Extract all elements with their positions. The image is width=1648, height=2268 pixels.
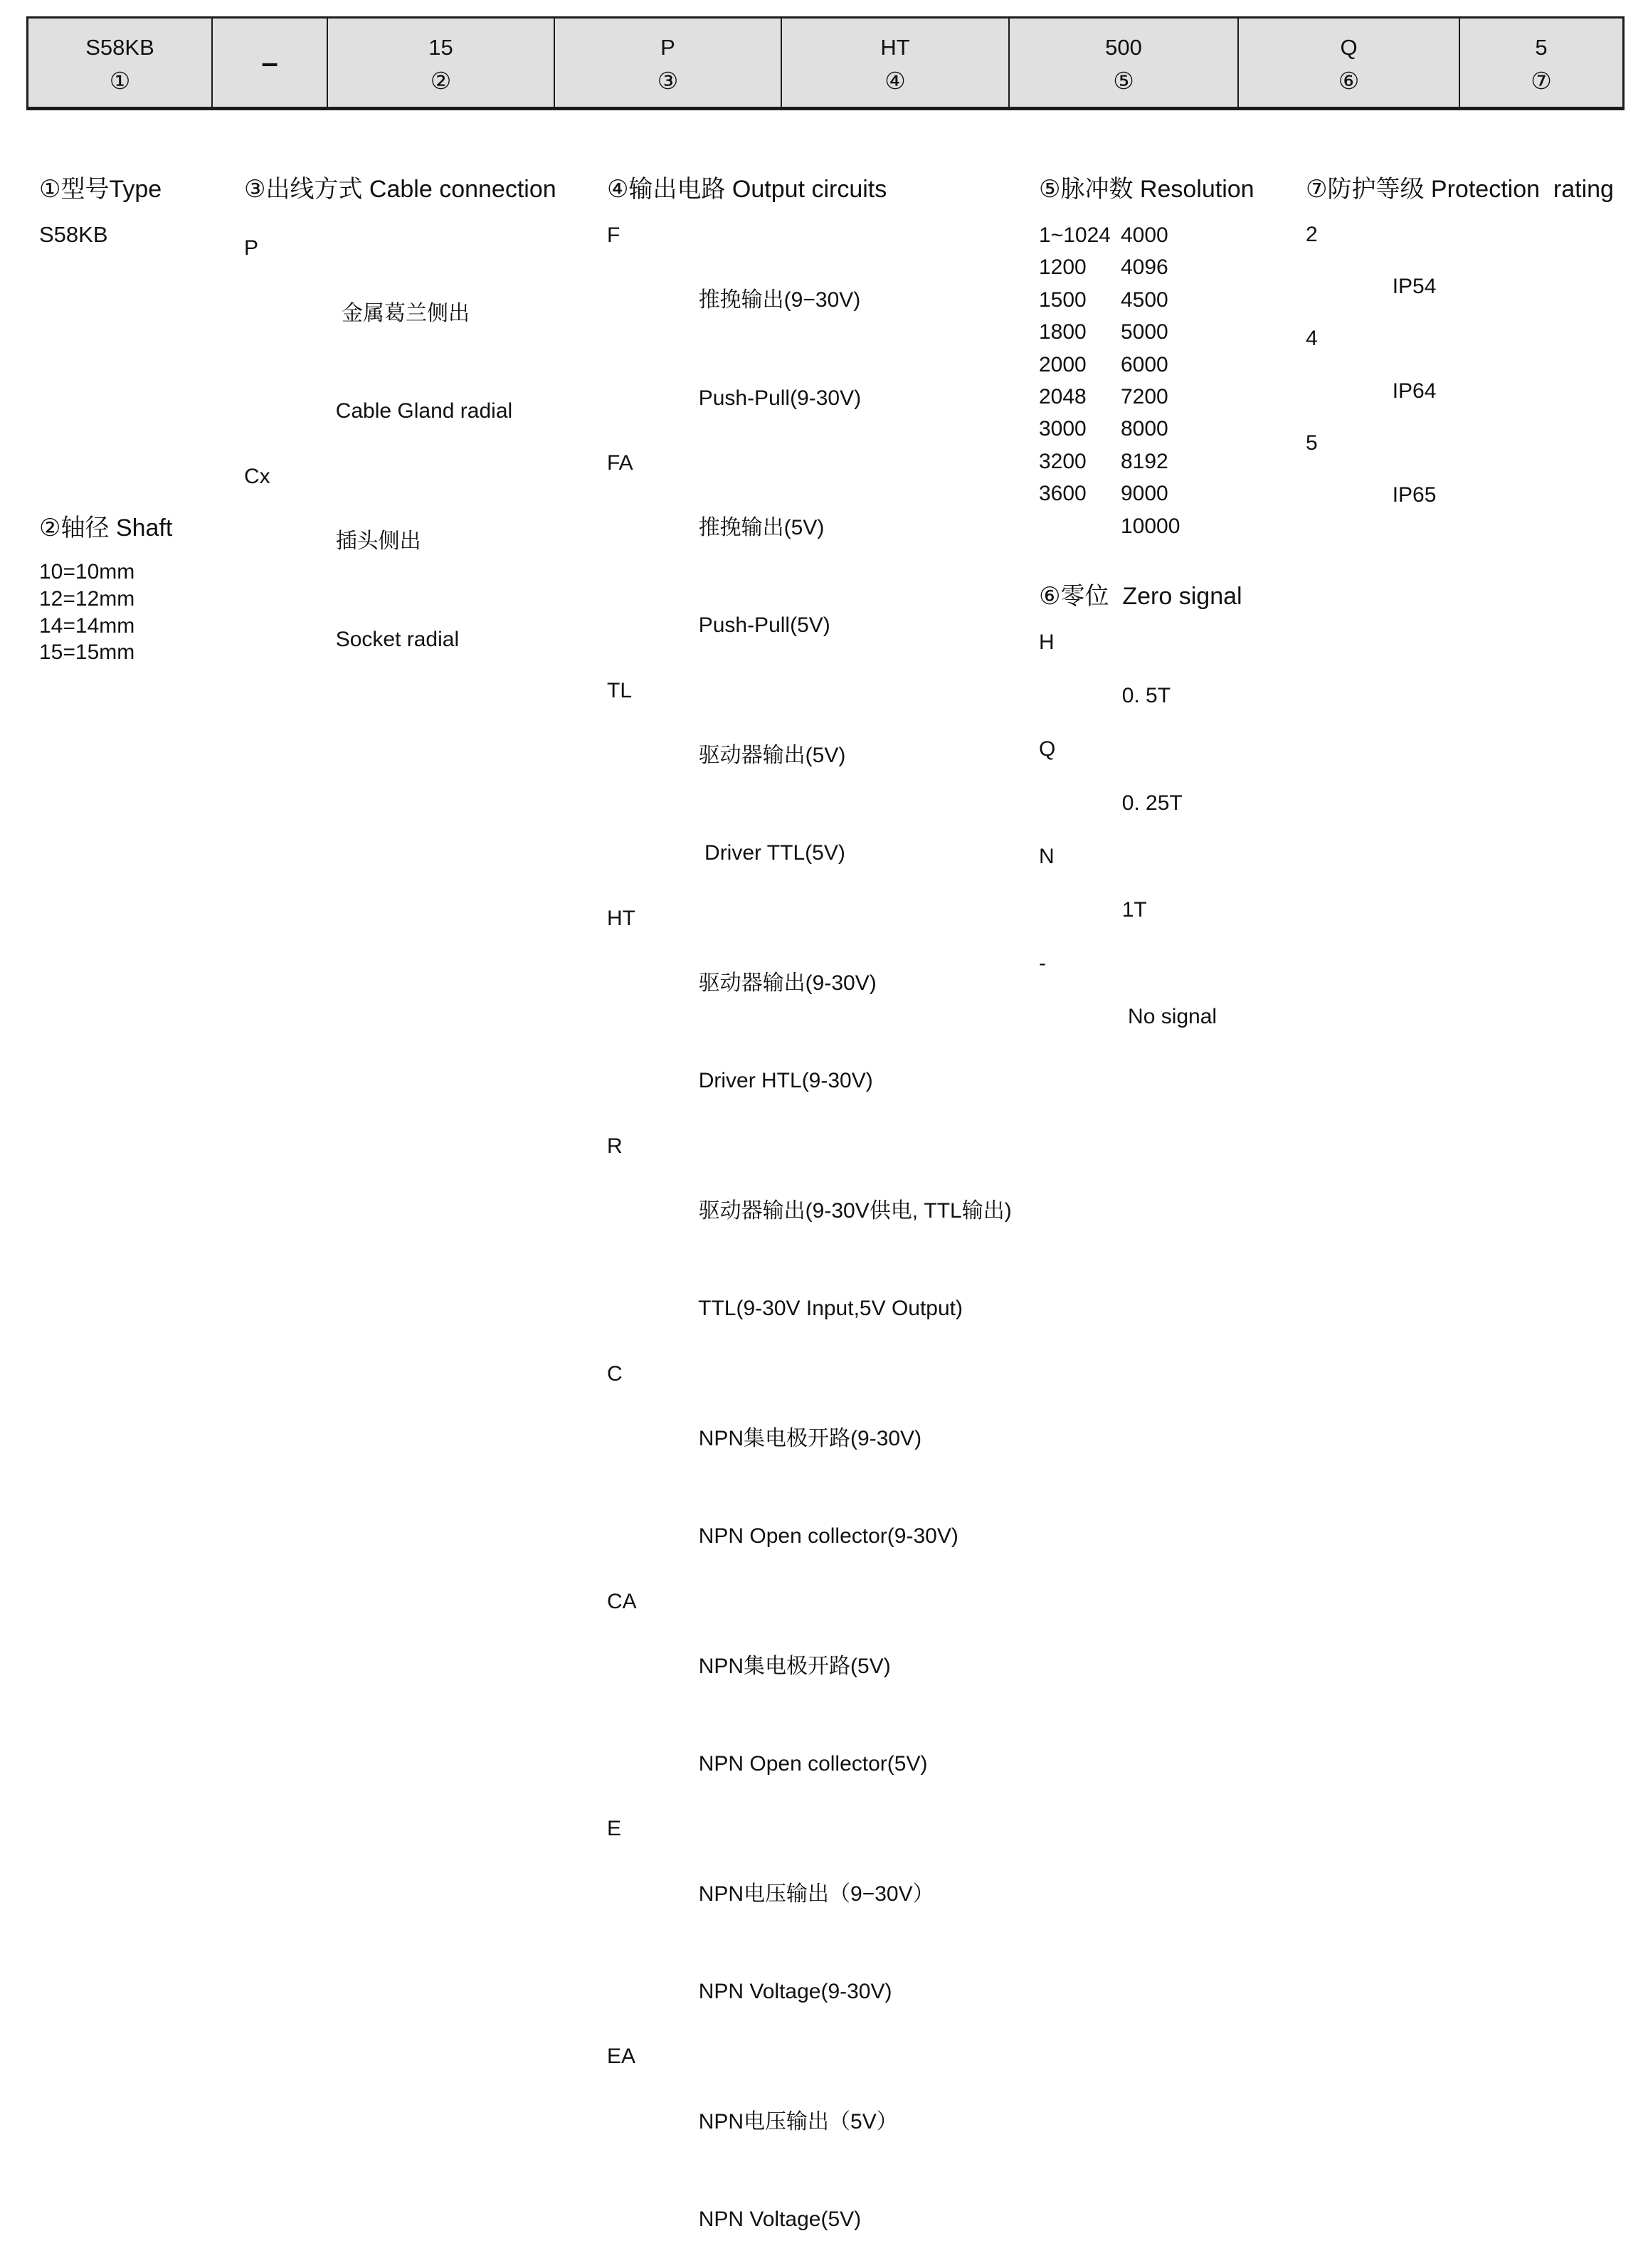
option-text-en: NPN Voltage(9-30V) xyxy=(698,1979,892,2003)
option-value: 0. 5T xyxy=(1121,684,1171,708)
section-output-circuits xyxy=(607,175,1012,2268)
resolution-value: 6000 xyxy=(1121,352,1168,376)
resolution-value: 2048 xyxy=(1039,385,1087,409)
table-row xyxy=(1039,445,1255,478)
option-text-cn: 驱动器输出(9-30V供电, TTL输出) xyxy=(698,1199,1012,1223)
code-row xyxy=(1039,629,1242,736)
code-row xyxy=(607,1715,1012,1813)
resolution-value: 9000 xyxy=(1121,482,1168,506)
code-cell-index: ④ xyxy=(884,68,906,94)
table-row xyxy=(1039,478,1255,510)
option-code: TL xyxy=(607,678,633,702)
code-row xyxy=(1039,843,1242,950)
table-row xyxy=(1039,349,1255,381)
option-code: E xyxy=(607,1817,622,1841)
code-cell-value: 5 xyxy=(1535,35,1548,60)
code-row xyxy=(1039,736,1242,843)
code-row xyxy=(244,232,556,362)
section-shaft xyxy=(39,514,172,666)
section-cable-title: ③出线方式 Cable connection xyxy=(244,176,556,203)
option-text-en: Driver HTL(9-30V) xyxy=(698,1069,873,1093)
dash-separator: – xyxy=(261,46,278,79)
option-text-cn: NPN集电极开路(5V) xyxy=(698,1654,891,1678)
code-row xyxy=(607,1033,1012,1130)
cable-rows xyxy=(244,232,556,688)
code-row xyxy=(607,2040,1012,2171)
resolution-value: 1500 xyxy=(1039,288,1087,312)
option-value: 1T xyxy=(1121,897,1147,922)
resolution-value: 3000 xyxy=(1039,417,1087,441)
resolution-value: 1800 xyxy=(1039,320,1087,344)
option-code: F xyxy=(607,223,620,247)
code-row xyxy=(607,219,1012,349)
code-cell-shaft xyxy=(328,19,555,107)
section-shaft-title: ②轴径 Shaft xyxy=(39,515,173,542)
option-code: H xyxy=(1039,631,1055,654)
option-text-en: NPN Voltage(5V) xyxy=(698,2207,862,2231)
section-protection-title: ⑦防护等级 Protection rating xyxy=(1306,176,1614,203)
option-text-en: NPN Open collector(5V) xyxy=(698,1752,928,1776)
option-text-en: NPN Open collector(9-30V) xyxy=(698,1524,958,1549)
resolution-value: 3200 xyxy=(1039,449,1087,473)
resolution-value xyxy=(1039,510,1121,542)
code-row xyxy=(607,349,1012,447)
option-code: Q xyxy=(1039,737,1056,761)
code-row xyxy=(607,2171,1012,2268)
option-value: 0. 25T xyxy=(1121,791,1183,815)
section-protection-rating xyxy=(1306,175,1614,534)
section-resolution-title: ⑤脉冲数 Resolution xyxy=(1039,176,1255,203)
option-code: HT xyxy=(607,906,635,930)
resolution-value: 4000 xyxy=(1121,223,1168,247)
code-cell-protection xyxy=(1460,19,1622,107)
table-row xyxy=(1039,381,1255,413)
section-zero-title: ⑥零位 Zero signal xyxy=(1039,583,1242,610)
option-code: FA xyxy=(607,450,633,475)
code-cell-index: ⑦ xyxy=(1531,68,1552,94)
resolution-list xyxy=(1039,219,1255,542)
code-row xyxy=(244,362,556,460)
section-cable-connection xyxy=(244,175,556,688)
resolution-value: 8192 xyxy=(1121,449,1168,473)
option-text-cn: 金属葛兰侧出 xyxy=(335,301,470,325)
list-item: 12=12mm xyxy=(39,586,135,611)
resolution-value: 4096 xyxy=(1121,255,1168,280)
option-text-en: Driver TTL(5V) xyxy=(698,841,845,865)
option-text-en: TTL(9-30V Input,5V Output) xyxy=(698,1297,963,1321)
option-text-cn: 推挽输出(9−30V) xyxy=(698,288,861,312)
option-text-cn: 推挽输出(5V) xyxy=(698,516,825,540)
code-row xyxy=(607,1130,1012,1260)
section-zero-signal xyxy=(1039,582,1242,1057)
code-cell-value: 500 xyxy=(1105,35,1142,60)
table-row xyxy=(1039,251,1255,283)
resolution-value: 4500 xyxy=(1121,288,1168,312)
resolution-value: 3600 xyxy=(1039,482,1087,506)
resolution-value: 7200 xyxy=(1121,385,1168,409)
code-cell-index: ② xyxy=(430,68,452,94)
option-text-cn: NPN电压输出（5V） xyxy=(698,2109,898,2133)
resolution-value: 1200 xyxy=(1039,255,1087,280)
code-cell-value: 15 xyxy=(428,35,453,60)
list-item: 15=15mm xyxy=(39,640,135,665)
table-row xyxy=(1039,413,1255,445)
code-row xyxy=(244,591,556,688)
option-text-en: Push-Pull(9-30V) xyxy=(698,386,862,410)
section-type-title: ①型号Type xyxy=(39,176,162,203)
option-code: C xyxy=(607,1361,623,1386)
table-row xyxy=(1039,510,1255,542)
option-code: Cx xyxy=(244,464,270,488)
code-row xyxy=(1306,431,1614,534)
option-text-en: Cable Gland radial xyxy=(335,399,513,423)
code-cell-index: ③ xyxy=(657,68,679,94)
code-row xyxy=(607,675,1012,805)
table-row xyxy=(1039,219,1255,251)
code-cell-value: S58KB xyxy=(85,35,154,60)
code-row xyxy=(1039,950,1242,1057)
option-code: 5 xyxy=(1306,431,1318,455)
option-code: R xyxy=(607,1134,623,1158)
code-cell-model xyxy=(28,19,213,107)
option-text-cn: NPN集电极开路(9-30V) xyxy=(698,1427,922,1451)
option-code: 4 xyxy=(1306,327,1318,351)
code-row xyxy=(607,805,1012,902)
code-row xyxy=(607,1943,1012,2040)
shaft-items xyxy=(39,559,172,666)
resolution-value: 2000 xyxy=(1039,352,1087,376)
option-text-cn: 驱动器输出(5V) xyxy=(698,744,846,768)
resolution-value: 5000 xyxy=(1121,320,1168,344)
model-code-table xyxy=(26,16,1625,110)
code-cell-value: P xyxy=(660,35,675,60)
code-row xyxy=(607,1358,1012,1488)
code-cell-index: ⑤ xyxy=(1113,68,1134,94)
option-text-cn: 插头侧出 xyxy=(335,529,421,554)
code-cell-output xyxy=(782,19,1010,107)
option-text-cn: NPN电压输出（9−30V） xyxy=(698,1882,934,1906)
section-type xyxy=(39,175,162,248)
table-row xyxy=(1039,284,1255,316)
list-item: 14=14mm xyxy=(39,613,135,638)
code-cell-resolution xyxy=(1010,19,1239,107)
code-row xyxy=(607,577,1012,675)
table-row xyxy=(1039,316,1255,348)
option-code: N xyxy=(1039,844,1055,868)
zero-signal-list xyxy=(1039,629,1242,1057)
code-row xyxy=(607,1813,1012,1943)
option-value: IP64 xyxy=(1392,379,1437,403)
option-value: No signal xyxy=(1121,1005,1217,1029)
code-cell-value: HT xyxy=(880,35,910,60)
resolution-value: 10000 xyxy=(1121,514,1180,538)
code-row xyxy=(1306,326,1614,430)
code-cell-separator xyxy=(213,19,328,107)
code-row xyxy=(1306,222,1614,326)
resolution-value: 1~1024 xyxy=(1039,223,1111,247)
section-output-title: ④输出电路 Output circuits xyxy=(607,176,887,203)
option-code: 2 xyxy=(1306,223,1318,246)
code-cell-zero-signal xyxy=(1239,19,1460,107)
option-text-en: Socket radial xyxy=(335,627,460,651)
option-value: IP54 xyxy=(1392,275,1437,299)
code-cell-value: Q xyxy=(1340,35,1358,60)
code-row xyxy=(607,1487,1012,1585)
code-cell-index: ① xyxy=(109,68,131,94)
protection-list xyxy=(1306,222,1614,534)
section-resolution xyxy=(1039,175,1255,542)
option-text-cn: 驱动器输出(9-30V) xyxy=(698,971,877,996)
output-rows xyxy=(607,219,1012,2268)
resolution-value: 8000 xyxy=(1121,417,1168,441)
option-code: EA xyxy=(607,2045,636,2069)
option-code: - xyxy=(1039,951,1046,976)
code-cell-cable xyxy=(555,19,782,107)
list-item: 10=10mm xyxy=(39,560,135,584)
option-code: CA xyxy=(607,1589,637,1613)
code-row xyxy=(607,1260,1012,1358)
code-cell-index: ⑥ xyxy=(1338,68,1360,94)
code-row xyxy=(244,460,556,591)
code-row xyxy=(607,447,1012,577)
code-row xyxy=(607,902,1012,1033)
option-value: IP65 xyxy=(1392,482,1437,507)
option-text-en: Push-Pull(5V) xyxy=(698,613,830,638)
option-code: P xyxy=(244,236,259,260)
code-row xyxy=(607,1586,1012,1716)
type-value: S58KB xyxy=(39,222,108,247)
